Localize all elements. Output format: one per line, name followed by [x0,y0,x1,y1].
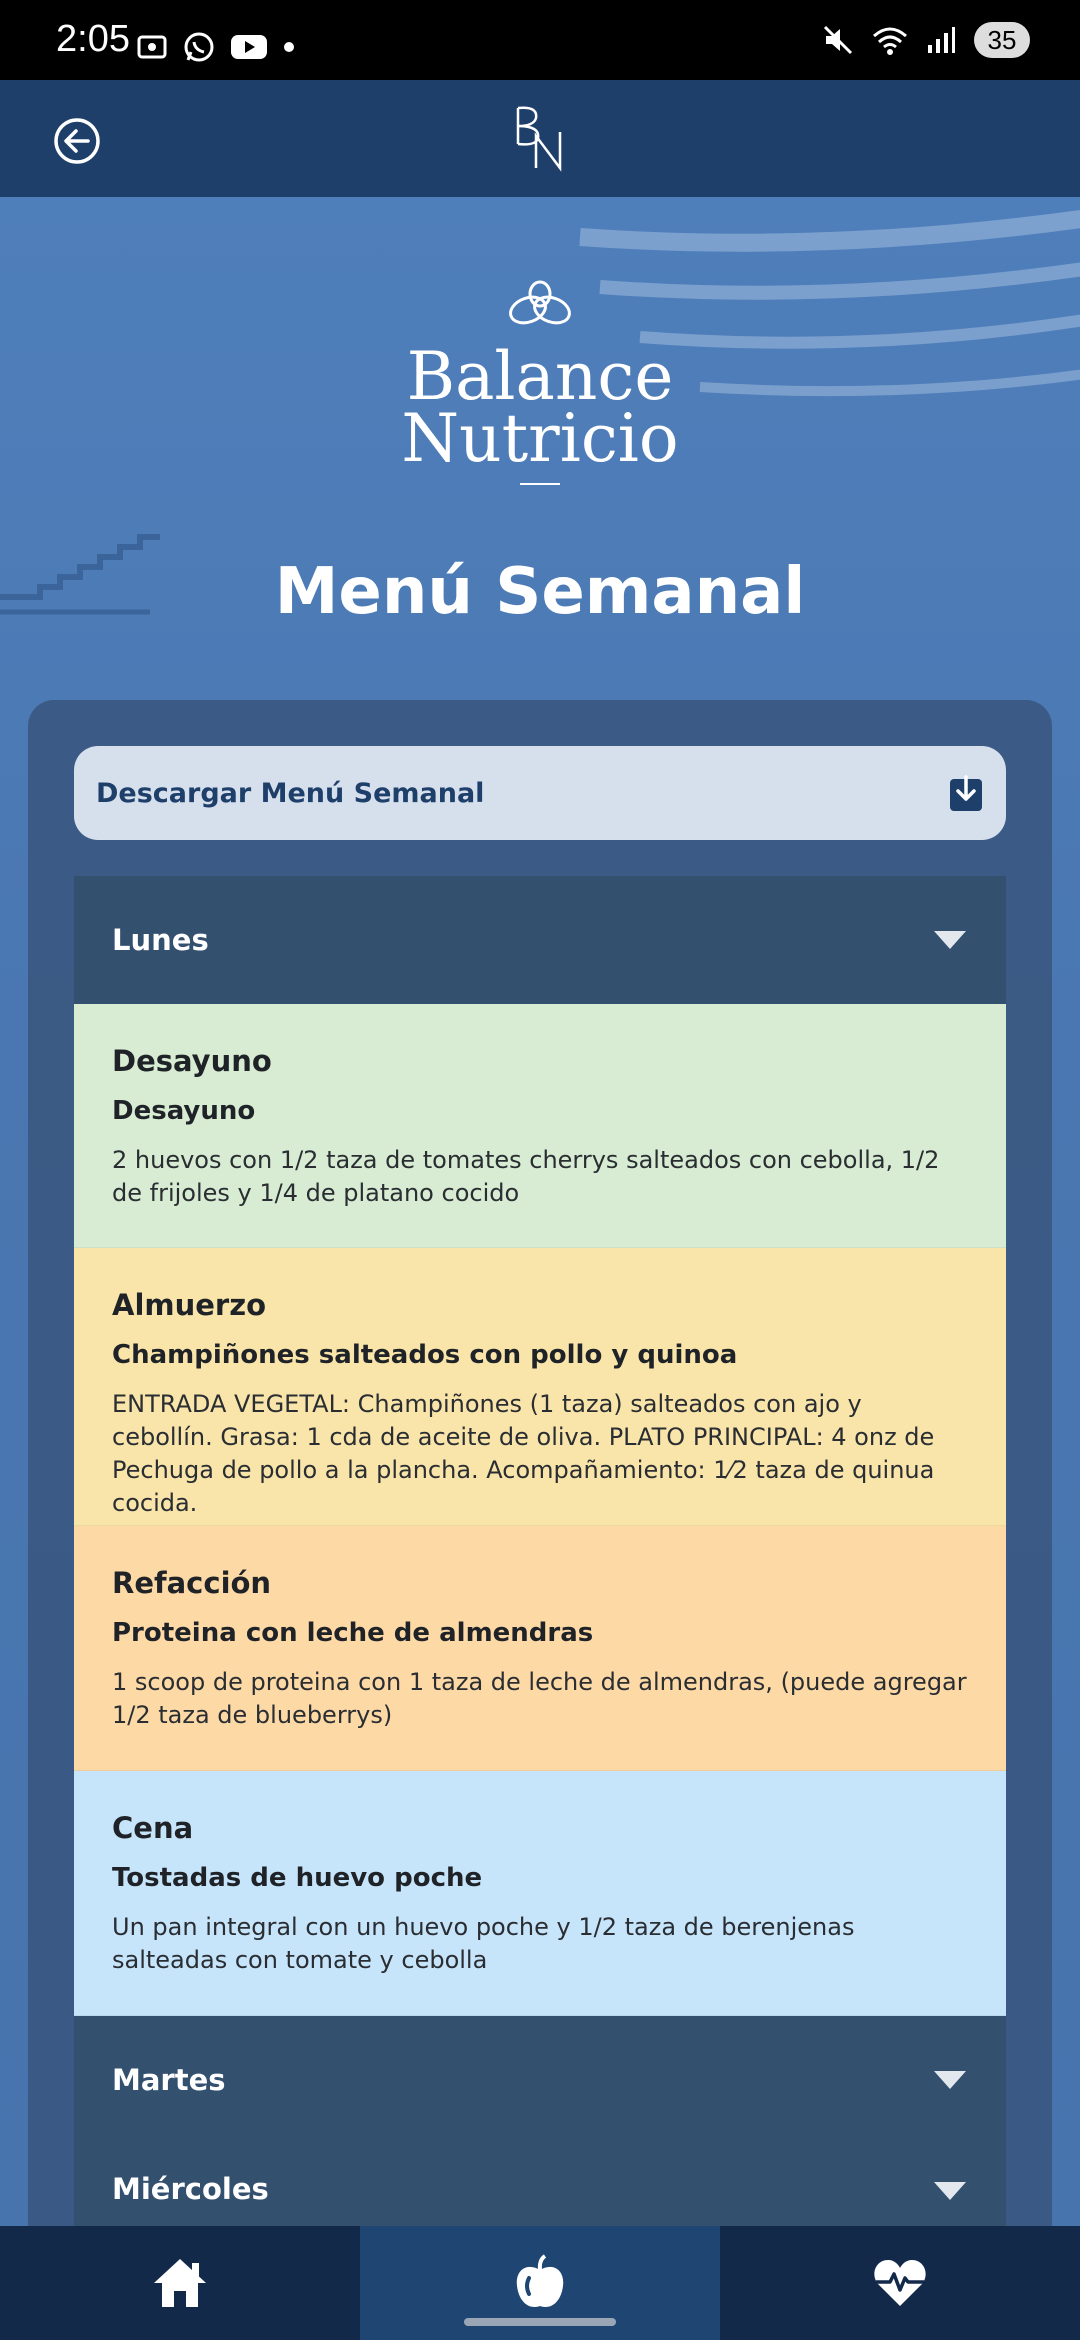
chevron-down-icon [932,2069,968,2091]
meal-type: Desayuno [112,1044,272,1078]
day-label: Miércoles [112,2172,269,2206]
home-indicator [464,2318,616,2326]
bn-monogram-logo [508,102,572,174]
chevron-down-icon [932,2180,968,2202]
meal-description: Un pan integral con un huevo poche y 1/2 taza de berenjenas salteadas con tomate y cebolla [112,1913,855,1974]
meal-name: Champiñones salteados con pollo y quinoa [112,1340,738,1370]
meal-type: Almuerzo [112,1288,267,1322]
day-row-lunes[interactable] [74,876,1006,1004]
day-row-miercoles[interactable] [74,2144,1006,2226]
screenshot-icon [136,31,168,63]
download-menu-button[interactable] [74,746,1006,840]
dot-icon [282,40,296,54]
whatsapp-icon [182,30,216,64]
meal-name: Tostadas de huevo poche [112,1863,483,1893]
battery-indicator: 35 [974,22,1030,58]
nav-home[interactable] [0,2226,360,2340]
meal-description: 1 scoop de proteina con 1 taza de leche de almendras, (puede agregar 1/2 taza de blueberrys) [112,1668,967,1729]
meal-card-cena [74,1771,1006,2016]
nav-health[interactable] [720,2226,1080,2340]
meal-name: Proteina con leche de almendras [112,1618,594,1648]
day-row-martes[interactable] [74,2016,1006,2144]
app-header [0,80,1080,197]
meal-description: ENTRADA VEGETAL: Champiñones (1 taza) salteados con ajo y cebollín. Grasa: 1 cda de aceite de oliva. PLATO PRINCIPAL: 4 onz de Pechuga de pollo a la plancha. Acompañamiento: 1⁄2 taza de quinua cocida. [112,1390,935,1517]
download-menu-label: Descargar Menú Semanal [96,777,485,809]
home-icon [150,2255,210,2311]
brand-logo-line2: Nutricio [401,400,679,477]
back-arrow-icon[interactable] [52,116,102,166]
meal-card-almuerzo [74,1248,1006,1526]
signal-icon [926,25,956,55]
meal-type: Refacción [112,1566,272,1600]
status-bar [0,0,1080,80]
apple-icon [513,2254,567,2312]
brand-logo [380,280,700,490]
meal-description: 2 huevos con 1/2 taza de tomates cherrys salteados con cebolla, 1/2 de frijoles y 1/4 de platano cocido [112,1146,940,1207]
mute-icon [822,24,854,56]
notification-icons [136,30,296,64]
day-label: Lunes [112,923,209,957]
meal-card-refaccion [74,1526,1006,1771]
youtube-icon [230,33,268,61]
system-icons [822,22,1030,58]
meal-name: Desayuno [112,1096,256,1126]
wifi-icon [872,24,908,56]
meal-type: Cena [112,1811,194,1845]
day-label: Martes [112,2063,226,2097]
chevron-down-icon [932,929,968,951]
status-time: 2:05 [56,18,130,60]
brand-logo-line1: Balance [406,338,674,415]
meal-card-desayuno [74,1004,1006,1248]
heart-pulse-icon [872,2258,928,2308]
download-icon [948,773,984,813]
page-title: Menú Semanal [274,555,806,629]
